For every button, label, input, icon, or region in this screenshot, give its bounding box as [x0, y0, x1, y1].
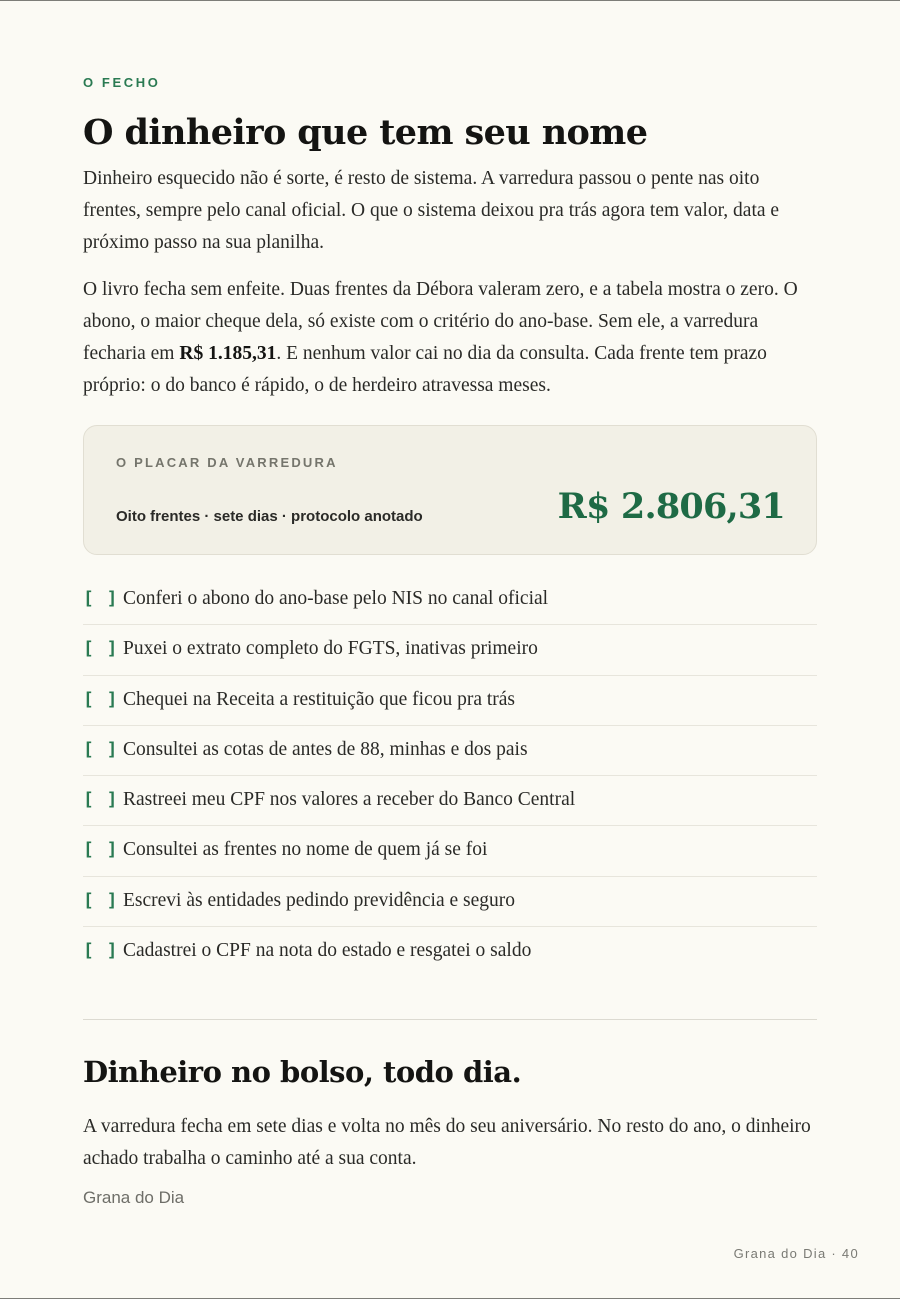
section-kicker: O FECHO [83, 75, 161, 90]
page-footer: Grana do Dia · 40 [733, 1246, 859, 1261]
checklist-item [83, 826, 817, 876]
score-label: O PLACAR DA VARREDURA [116, 455, 338, 470]
checklist-item [83, 776, 817, 826]
checklist-item [83, 575, 817, 625]
intro-paragraph: Dinheiro esquecido não é sorte, é resto de sistema. A varredura passou o pente nas oito frentes, sempre pelo canal oficial. O que o sistema deixou pra trás agora tem valor, data e próximo passo na sua planilha. [83, 168, 780, 253]
checkbox-marker: [ ] [83, 889, 119, 911]
checkbox-marker: [ ] [83, 839, 119, 861]
score-subtitle: Oito frentes · sete dias · protocolo anotado [116, 508, 423, 525]
checklist-item-text: Chequei na Receita a restituição que ficou pra trás [123, 688, 515, 710]
summary-text-before: O livro fecha sem enfeite. Duas frentes da Débora valeram zero, e a tabela mostra o zero. O abono, o maior cheque dela, só existe com o critério do ano-base. Sem ele, a varredura fecharia em [83, 279, 798, 364]
summary-highlight-value: R$ 1.185,31 [179, 343, 277, 364]
checklist-item [83, 726, 817, 776]
score-total-value: R$ 2.806,31 [557, 486, 785, 527]
checklist-item-text: Escrevi às entidades pedindo previdência e seguro [123, 889, 516, 911]
section-divider [83, 1019, 817, 1020]
checklist [83, 575, 817, 977]
checklist-item-text: Conferi o abono do ano-base pelo NIS no canal oficial [123, 588, 549, 609]
checklist-item-text: Puxei o extrato completo do FGTS, inativas primeiro [123, 638, 538, 660]
checkbox-marker: [ ] [83, 789, 119, 811]
checkbox-marker: [ ] [83, 738, 119, 760]
checklist-item-text: Rastreei meu CPF nos valores a receber do Banco Central [123, 789, 576, 811]
checklist-item [83, 625, 817, 675]
summary-text-after: . E nenhum valor cai no dia da consulta. Cada frente tem prazo próprio: o do banco é rápido, o de herdeiro atravessa meses. [83, 343, 767, 396]
checkbox-marker: [ ] [83, 638, 119, 660]
signature: Grana do Dia [83, 1188, 185, 1207]
checklist-item [83, 927, 817, 977]
checkbox-marker: [ ] [83, 588, 119, 609]
checkbox-marker: [ ] [83, 688, 119, 710]
checkbox-marker: [ ] [83, 940, 119, 962]
page-title: O dinheiro que tem seu nome [83, 112, 648, 153]
summary-paragraph [83, 274, 817, 402]
closing-paragraph: A varredura fecha em sete dias e volta no mês do seu aniversário. No resto do ano, o dinheiro achado trabalha o caminho até a sua conta. [83, 1116, 811, 1169]
score-card [83, 425, 817, 555]
checklist-item-text: Consultei as frentes no nome de quem já se foi [123, 839, 488, 861]
checklist-item [83, 877, 817, 927]
checklist-item-text: Cadastrei o CPF na nota do estado e resgatei o saldo [123, 940, 532, 962]
checklist-item-text: Consultei as cotas de antes de 88, minhas e dos pais [123, 738, 528, 760]
checklist-item [83, 676, 817, 726]
closing-title: Dinheiro no bolso, todo dia. [83, 1055, 522, 1089]
